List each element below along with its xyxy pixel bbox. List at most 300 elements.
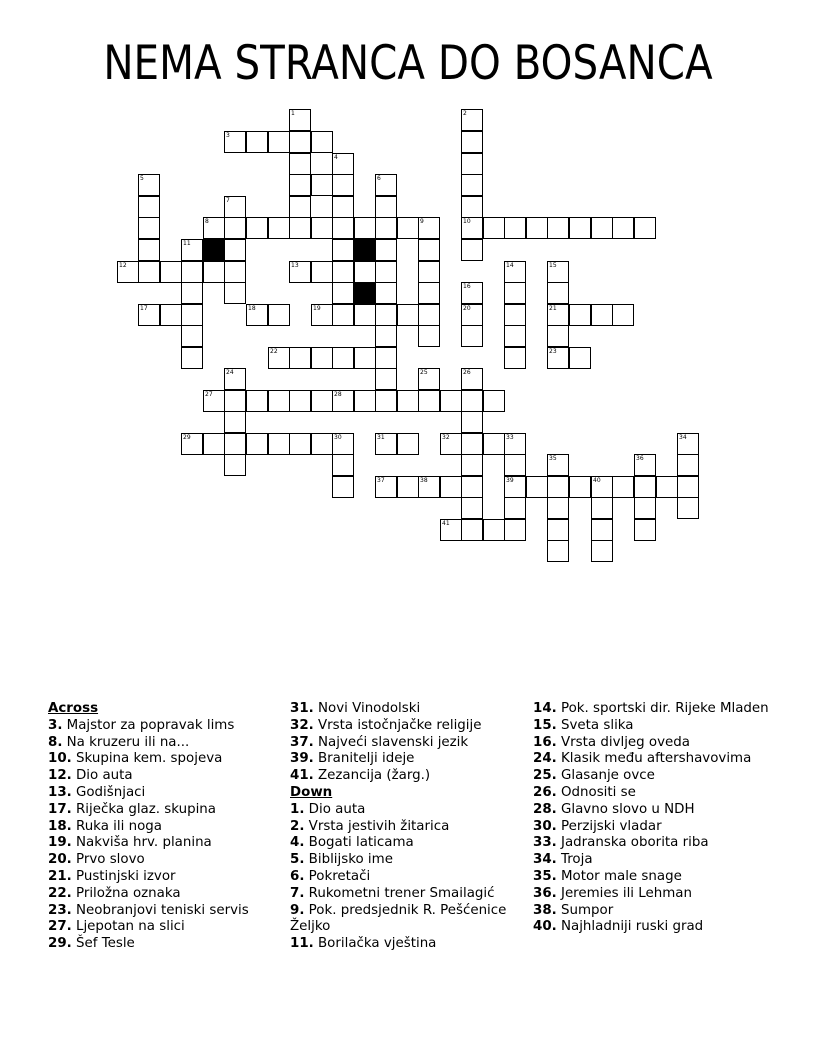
clue-number: 28: [334, 391, 342, 398]
grid-cell[interactable]: [332, 476, 354, 498]
grid-cell[interactable]: [332, 261, 354, 283]
grid-cell[interactable]: [224, 454, 246, 476]
clue-text: Perzijski vladar: [556, 818, 662, 834]
grid-cell[interactable]: [268, 433, 290, 455]
grid-cell[interactable]: [224, 239, 246, 261]
grid-cell[interactable]: [591, 540, 613, 562]
clue-text: Sumpor: [556, 902, 614, 918]
grid-cell[interactable]: [246, 390, 268, 412]
grid-cell[interactable]: [547, 476, 569, 498]
grid-cell[interactable]: [634, 217, 656, 239]
clue-number: 22: [270, 348, 278, 355]
clue-number: 13: [291, 262, 299, 269]
down-clue: [533, 718, 773, 735]
clues-column-2: [290, 701, 520, 953]
grid-cell[interactable]: [332, 217, 354, 239]
grid-cell[interactable]: [591, 304, 613, 326]
grid-cell[interactable]: [311, 217, 333, 239]
clue-num: 38.: [533, 902, 557, 918]
clue-text: Najveći slavenski jezik: [313, 734, 469, 750]
grid-cell[interactable]: [526, 476, 548, 498]
grid-cell[interactable]: [483, 217, 505, 239]
clue-text: Šef Tesle: [71, 936, 135, 952]
clue-text: Prvo slovo: [71, 852, 145, 868]
clue-number: 24: [226, 369, 234, 376]
grid-cell[interactable]: [461, 411, 483, 433]
grid-cell[interactable]: [224, 217, 246, 239]
clue-number: 23: [549, 348, 557, 355]
clue-number: 34: [679, 434, 687, 441]
grid-cell[interactable]: [354, 347, 376, 369]
clue-num: 37.: [290, 734, 314, 750]
down-clue: [290, 852, 520, 869]
clue-num: 33.: [533, 835, 557, 851]
grid-cell[interactable]: [332, 347, 354, 369]
clue-text: Pustinjski izvor: [71, 868, 176, 884]
grid-cell[interactable]: [569, 476, 591, 498]
clue-num: 39.: [290, 751, 314, 767]
black-cell: [354, 282, 376, 304]
grid-cell[interactable]: [311, 390, 333, 412]
grid-cell[interactable]: [311, 433, 333, 455]
clue-text: Vrsta istočnjačke religije: [313, 717, 482, 733]
clue-text: Najhladniji ruski grad: [556, 919, 704, 935]
down-clue: [533, 785, 773, 802]
grid-cell[interactable]: [203, 433, 225, 455]
grid-cell[interactable]: [138, 239, 160, 261]
clue-number: 39: [506, 477, 514, 484]
clue-number: 18: [248, 305, 256, 312]
clue-num: 1.: [290, 801, 305, 817]
grid-cell[interactable]: [547, 282, 569, 304]
clue-num: 28.: [533, 801, 557, 817]
grid-cell[interactable]: [289, 131, 311, 153]
grid-cell[interactable]: [311, 174, 333, 196]
grid-cell[interactable]: [547, 325, 569, 347]
clue-num: 9.: [290, 902, 305, 918]
across-clue: [290, 768, 520, 785]
clue-text: Godišnjaci: [71, 784, 146, 800]
clue-num: 4.: [290, 835, 305, 851]
grid-cell[interactable]: [504, 519, 526, 541]
clue-text: Rukometni trener Smailagić: [304, 885, 495, 901]
clue-num: 7.: [290, 885, 305, 901]
clue-num: 11.: [290, 936, 314, 952]
clue-num: 12.: [48, 768, 72, 784]
clue-num: 24.: [533, 751, 557, 767]
grid-cell[interactable]: [160, 304, 182, 326]
grid-cell[interactable]: [246, 433, 268, 455]
grid-cell[interactable]: [375, 261, 397, 283]
down-clue: [533, 819, 773, 836]
grid-cell[interactable]: [203, 261, 225, 283]
clue-text: Priložna oznaka: [71, 885, 181, 901]
clue-text: Klasik među aftershavovima: [556, 751, 752, 767]
grid-cell[interactable]: [504, 454, 526, 476]
grid-cell[interactable]: [504, 304, 526, 326]
grid-cell[interactable]: [461, 519, 483, 541]
clue-text: Ljepotan na slici: [71, 919, 185, 935]
clue-number: 38: [420, 477, 428, 484]
clues-column-3: [533, 701, 773, 936]
clue-number: 41: [442, 520, 450, 527]
grid-cell[interactable]: [591, 497, 613, 519]
grid-cell[interactable]: [461, 174, 483, 196]
clue-text: Glavno slovo u NDH: [556, 801, 695, 817]
clue-number: 14: [506, 262, 514, 269]
grid-cell[interactable]: [289, 174, 311, 196]
across-clue: [290, 701, 520, 718]
grid-cell[interactable]: [138, 196, 160, 218]
grid-cell[interactable]: [547, 540, 569, 562]
clue-number: 19: [313, 305, 321, 312]
grid-cell[interactable]: [332, 454, 354, 476]
grid-cell[interactable]: [504, 217, 526, 239]
grid-cell[interactable]: [246, 217, 268, 239]
grid-cell[interactable]: [418, 304, 440, 326]
clue-number: 12: [119, 262, 127, 269]
down-clue: [290, 802, 520, 819]
grid-cell[interactable]: [138, 261, 160, 283]
clue-num: 26.: [533, 784, 557, 800]
clue-num: 22.: [48, 885, 72, 901]
grid-cell[interactable]: [224, 282, 246, 304]
clue-text: Majstor za popravak lims: [62, 717, 235, 733]
grid-cell[interactable]: [289, 153, 311, 175]
grid-cell[interactable]: [461, 497, 483, 519]
clue-number: 2: [463, 110, 467, 117]
clue-number: 29: [183, 434, 191, 441]
grid-cell[interactable]: [612, 304, 634, 326]
down-clue: [533, 835, 773, 852]
grid-cell[interactable]: [483, 390, 505, 412]
clue-num: 30.: [533, 818, 557, 834]
grid-cell[interactable]: [461, 476, 483, 498]
grid-cell[interactable]: [397, 390, 419, 412]
grid-cell[interactable]: [246, 131, 268, 153]
down-clue: [533, 751, 773, 768]
clue-num: 25.: [533, 768, 557, 784]
grid-cell[interactable]: [354, 390, 376, 412]
grid-cell[interactable]: [332, 304, 354, 326]
clue-number: 25: [420, 369, 428, 376]
clue-text: Jadranska oborita riba: [556, 835, 709, 851]
grid-cell[interactable]: [634, 519, 656, 541]
across-clue: [48, 768, 278, 785]
clue-text: Borilačka vještina: [313, 936, 437, 952]
across-clue: [48, 919, 278, 936]
grid-cell[interactable]: [547, 519, 569, 541]
clue-num: 41.: [290, 768, 314, 784]
grid-cell[interactable]: [461, 153, 483, 175]
clue-num: 13.: [48, 784, 72, 800]
puzzle-title: NEMA STRANCA DO BOSANCA: [103, 36, 713, 91]
clue-num: 19.: [48, 835, 72, 851]
clue-text: Pokretači: [304, 868, 371, 884]
across-clue: [48, 718, 278, 735]
clue-number: 32: [442, 434, 450, 441]
grid-cell[interactable]: [461, 196, 483, 218]
grid-cell[interactable]: [224, 411, 246, 433]
clue-text: Dio auta: [304, 801, 366, 817]
clue-num: 35.: [533, 868, 557, 884]
grid-cell[interactable]: [268, 390, 290, 412]
clue-text: Vrsta jestivih žitarica: [304, 818, 450, 834]
clue-number: 20: [463, 305, 471, 312]
grid-cell[interactable]: [375, 239, 397, 261]
grid-cell[interactable]: [569, 217, 591, 239]
grid-cell[interactable]: [354, 304, 376, 326]
clue-text: Motor male snage: [556, 868, 682, 884]
across-header: Across: [48, 701, 99, 716]
grid-cell[interactable]: [181, 347, 203, 369]
clue-text: Vrsta divljeg oveda: [556, 734, 690, 750]
down-clue: [290, 835, 520, 852]
grid-cell[interactable]: [268, 304, 290, 326]
grid-cell[interactable]: [375, 217, 397, 239]
clue-number: 33: [506, 434, 514, 441]
across-clue: [48, 869, 278, 886]
grid-cell[interactable]: [440, 390, 462, 412]
clue-number: 3: [226, 132, 230, 139]
grid-cell[interactable]: [375, 304, 397, 326]
clue-num: 32.: [290, 717, 314, 733]
grid-cell[interactable]: [181, 304, 203, 326]
down-clue: [533, 701, 773, 718]
grid-cell[interactable]: [591, 519, 613, 541]
grid-cell[interactable]: [483, 519, 505, 541]
grid-cell[interactable]: [612, 217, 634, 239]
grid-cell[interactable]: [375, 390, 397, 412]
grid-cell[interactable]: [418, 325, 440, 347]
clue-text: Na kruzeru ili na...: [62, 734, 190, 750]
clue-number: 27: [205, 391, 213, 398]
clue-number: 26: [463, 369, 471, 376]
clue-number: 30: [334, 434, 342, 441]
clue-number: 9: [420, 218, 424, 225]
grid-cell[interactable]: [181, 325, 203, 347]
clue-num: 6.: [290, 868, 305, 884]
down-clue: [290, 869, 520, 886]
clue-number: 4: [334, 154, 338, 161]
clues-column-1: [48, 701, 278, 953]
grid-cell[interactable]: [375, 282, 397, 304]
grid-cell[interactable]: [504, 282, 526, 304]
grid-cell[interactable]: [440, 476, 462, 498]
clue-num: 27.: [48, 919, 72, 935]
grid-cell[interactable]: [677, 497, 699, 519]
down-clue: [290, 886, 520, 903]
grid-cell[interactable]: [354, 261, 376, 283]
clue-num: 15.: [533, 717, 557, 733]
clue-number: 6: [377, 175, 381, 182]
grid-cell[interactable]: [461, 131, 483, 153]
clue-text: Pok. sportski dir. Rijeke Mladen: [556, 701, 769, 716]
clue-number: 17: [140, 305, 148, 312]
clue-text: Troja: [556, 852, 593, 868]
grid-cell[interactable]: [311, 261, 333, 283]
grid-cell[interactable]: [354, 217, 376, 239]
clue-text: Ruka ili noga: [71, 818, 162, 834]
across-clue: [48, 785, 278, 802]
clue-num: 3.: [48, 717, 63, 733]
grid-cell[interactable]: [461, 433, 483, 455]
across-clue: [48, 886, 278, 903]
black-cell: [354, 239, 376, 261]
grid-cell[interactable]: [289, 390, 311, 412]
grid-cell[interactable]: [289, 196, 311, 218]
grid-cell[interactable]: [289, 433, 311, 455]
across-clue: [290, 718, 520, 735]
grid-cell[interactable]: [332, 239, 354, 261]
clue-num: 2.: [290, 818, 305, 834]
grid-cell[interactable]: [397, 476, 419, 498]
grid-cell[interactable]: [504, 325, 526, 347]
down-clue: [533, 768, 773, 785]
clue-text: Pok. predsjednik R. Pešćenice Željko: [290, 902, 507, 935]
clue-number: 21: [549, 305, 557, 312]
grid-cell[interactable]: [677, 454, 699, 476]
clue-num: 29.: [48, 936, 72, 952]
grid-cell[interactable]: [461, 454, 483, 476]
clue-text: Dio auta: [71, 768, 133, 784]
grid-cell[interactable]: [181, 282, 203, 304]
grid-cell[interactable]: [375, 196, 397, 218]
clue-text: Zezancija (žarg.): [313, 768, 431, 784]
down-clue: [533, 735, 773, 752]
grid-cell[interactable]: [311, 347, 333, 369]
grid-cell[interactable]: [138, 217, 160, 239]
grid-cell[interactable]: [311, 131, 333, 153]
clue-num: 14.: [533, 701, 557, 716]
clue-num: 17.: [48, 801, 72, 817]
across-clue: [290, 751, 520, 768]
clue-number: 35: [549, 455, 557, 462]
grid-cell[interactable]: [569, 347, 591, 369]
down-clue: [533, 919, 773, 936]
clue-number: 7: [226, 197, 230, 204]
grid-cell[interactable]: [418, 239, 440, 261]
clue-text: Skupina kem. spojeva: [71, 751, 223, 767]
grid-cell[interactable]: [375, 368, 397, 390]
clue-number: 10: [463, 218, 471, 225]
grid-cell[interactable]: [375, 325, 397, 347]
grid-cell[interactable]: [612, 476, 634, 498]
down-header: Down: [290, 784, 333, 800]
clue-text: Jeremies ili Lehman: [556, 885, 692, 901]
grid-cell[interactable]: [634, 476, 656, 498]
across-clue: [48, 903, 278, 920]
grid-cell[interactable]: [461, 325, 483, 347]
clue-text: Nakviša hrv. planina: [71, 835, 212, 851]
clue-num: 20.: [48, 852, 72, 868]
down-clue: [533, 869, 773, 886]
black-cell: [203, 239, 225, 261]
clue-num: 16.: [533, 734, 557, 750]
clue-num: 23.: [48, 902, 72, 918]
grid-cell[interactable]: [677, 476, 699, 498]
clue-text: Neobranjovi teniski servis: [71, 902, 249, 918]
clue-number: 15: [549, 262, 557, 269]
clue-text: Bogati laticama: [304, 835, 414, 851]
clue-number: 16: [463, 283, 471, 290]
grid-cell[interactable]: [268, 217, 290, 239]
grid-cell[interactable]: [656, 476, 678, 498]
clue-text: Riječka glaz. skupina: [71, 801, 217, 817]
grid-cell[interactable]: [547, 217, 569, 239]
grid-cell[interactable]: [160, 261, 182, 283]
grid-cell[interactable]: [569, 304, 591, 326]
grid-cell[interactable]: [332, 282, 354, 304]
across-clue: [48, 751, 278, 768]
clue-number: 5: [140, 175, 144, 182]
grid-cell[interactable]: [181, 261, 203, 283]
grid-cell[interactable]: [634, 497, 656, 519]
down-clue: [533, 886, 773, 903]
grid-cell[interactable]: [375, 347, 397, 369]
clue-num: 36.: [533, 885, 557, 901]
grid-cell[interactable]: [483, 433, 505, 455]
clue-num: 31.: [290, 701, 314, 716]
grid-cell[interactable]: [224, 433, 246, 455]
grid-cell[interactable]: [224, 390, 246, 412]
clue-number: 37: [377, 477, 385, 484]
clue-text: Novi Vinodolski: [313, 701, 421, 716]
across-clue: [48, 802, 278, 819]
clue-num: 5.: [290, 852, 305, 868]
down-clue: [290, 819, 520, 836]
down-clue: [533, 903, 773, 920]
clue-number: 1: [291, 110, 295, 117]
grid-cell[interactable]: [289, 347, 311, 369]
grid-cell[interactable]: [461, 239, 483, 261]
down-clue: [290, 903, 520, 937]
across-clue: [290, 735, 520, 752]
grid-cell[interactable]: [547, 497, 569, 519]
grid-cell[interactable]: [418, 390, 440, 412]
across-clue: [48, 735, 278, 752]
grid-cell[interactable]: [504, 347, 526, 369]
grid-cell[interactable]: [397, 433, 419, 455]
clue-num: 18.: [48, 818, 72, 834]
grid-cell[interactable]: [397, 304, 419, 326]
grid-cell[interactable]: [591, 217, 613, 239]
grid-cell[interactable]: [332, 196, 354, 218]
down-clue: [290, 936, 520, 953]
grid-cell[interactable]: [461, 390, 483, 412]
grid-cell[interactable]: [397, 217, 419, 239]
clue-num: 40.: [533, 919, 557, 935]
clue-num: 8.: [48, 734, 63, 750]
grid-cell[interactable]: [224, 261, 246, 283]
down-clue: [533, 852, 773, 869]
grid-cell[interactable]: [268, 131, 290, 153]
grid-cell[interactable]: [332, 174, 354, 196]
grid-cell[interactable]: [418, 261, 440, 283]
clue-text: Odnositi se: [556, 784, 636, 800]
clue-number: 8: [205, 218, 209, 225]
clue-num: 10.: [48, 751, 72, 767]
grid-cell[interactable]: [289, 217, 311, 239]
clue-text: Glasanje ovce: [556, 768, 655, 784]
grid-cell[interactable]: [504, 497, 526, 519]
clue-text: Sveta slika: [556, 717, 634, 733]
across-clue: [48, 936, 278, 953]
clue-number: 31: [377, 434, 385, 441]
down-clue: [533, 802, 773, 819]
grid-cell[interactable]: [418, 282, 440, 304]
grid-cell[interactable]: [526, 217, 548, 239]
